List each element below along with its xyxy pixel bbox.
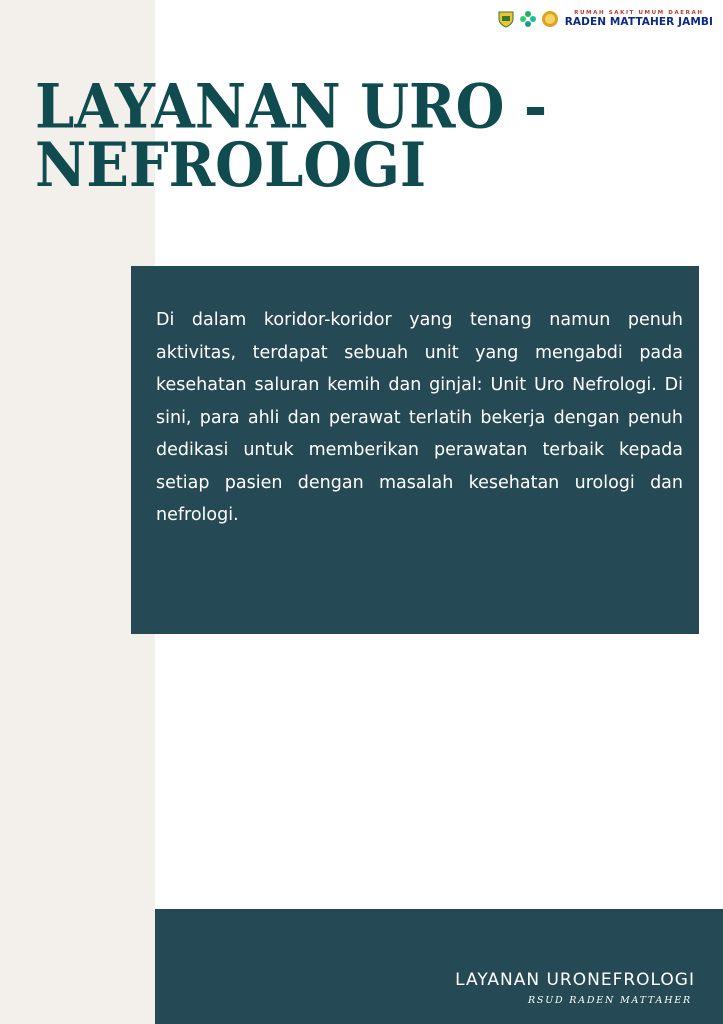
province-shield-icon: [497, 10, 515, 28]
hospital-logo-group: [497, 10, 713, 28]
page-title-line-2: NEFROLOGI: [35, 129, 427, 202]
footer-subtitle: RSUD RADEN MATTAHER: [527, 995, 692, 1006]
hospital-name-small: RUMAH SAKIT UMUM DAERAH: [574, 10, 704, 16]
page-title: [35, 71, 548, 202]
footer-title: LAYANAN URONEFROLOGI: [455, 970, 695, 990]
footer-band: [155, 909, 723, 1024]
hospital-name: [565, 11, 713, 27]
page-title-line-1: LAYANAN URO -: [35, 71, 548, 143]
description-text: Di dalam koridor-koridor yang tenang namun penuh aktivitas, terdapat sebuah unit yang mengabdi pada kesehatan saluran kemih dan ginjal: Unit Uro Nefrologi. Di sini, para ahli dan perawat terlatih bekerja dengan penuh dedikasi untuk memberikan perawatan terbaik kepada setiap pasien dengan masalah kesehatan urologi dan nefrologi.: [156, 310, 683, 525]
health-leaf-icon: [519, 10, 537, 28]
description-panel: [131, 266, 699, 634]
hospital-seal-icon: [541, 10, 559, 28]
hospital-name-big: RADEN MATTAHER JAMBI: [564, 15, 713, 28]
